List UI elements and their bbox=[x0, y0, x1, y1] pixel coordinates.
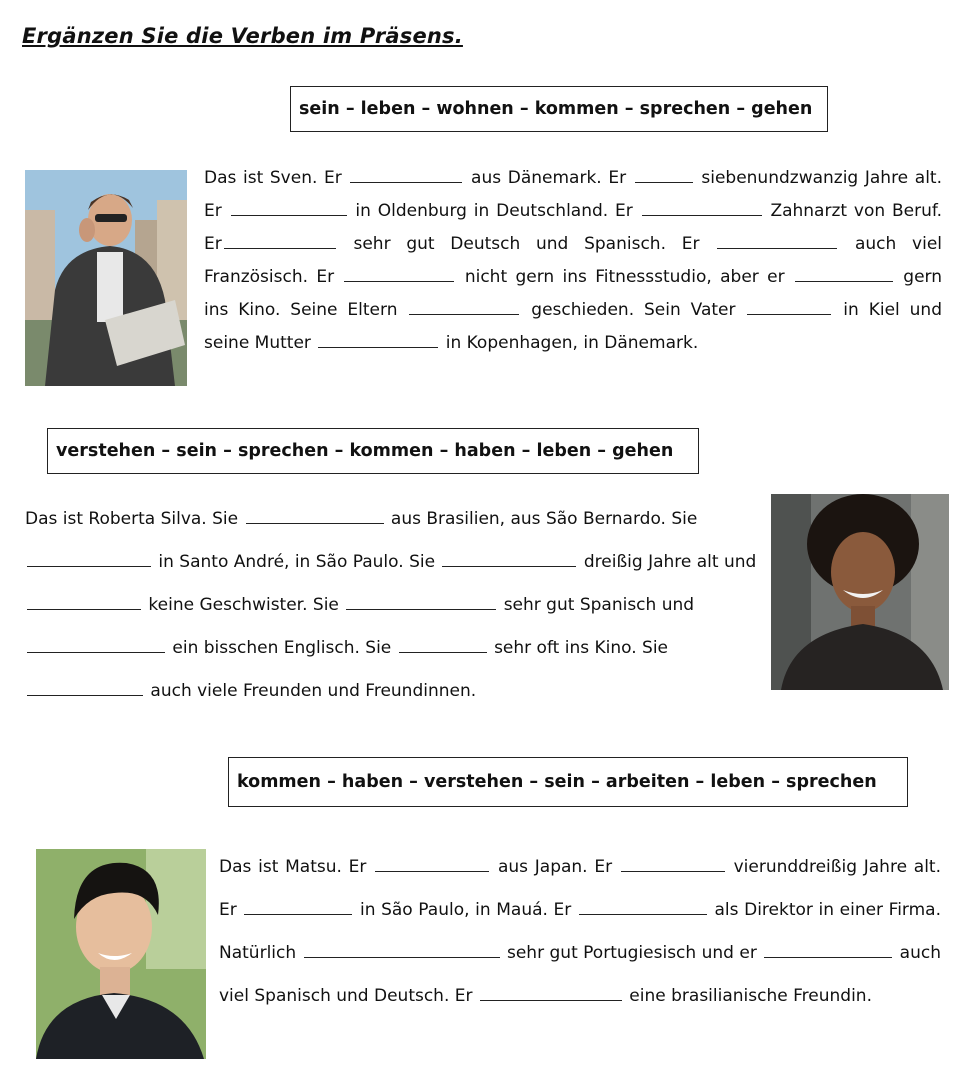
answer-blank[interactable] bbox=[642, 201, 762, 216]
answer-blank[interactable] bbox=[375, 857, 489, 872]
text-segment: Das ist Roberta Silva. Sie bbox=[25, 509, 244, 529]
answer-blank[interactable] bbox=[480, 986, 622, 1001]
text-segment: auch viel Spanisch und Deutsch. Er bbox=[219, 943, 941, 1006]
answer-blank[interactable] bbox=[409, 300, 519, 315]
answer-blank[interactable] bbox=[231, 201, 347, 216]
photo-matsu bbox=[36, 849, 206, 1059]
verb-box-3: kommen – haben – verstehen – sein – arbeiten – leben – sprechen bbox=[228, 757, 908, 807]
text-segment: in Santo André, in São Paulo. Sie bbox=[153, 552, 441, 572]
text-segment: Zahnarzt von Beruf. Er bbox=[204, 201, 943, 254]
answer-blank[interactable] bbox=[27, 638, 165, 653]
answer-blank[interactable] bbox=[747, 300, 831, 315]
text-segment: in Oldenburg in Deutschland. Er bbox=[348, 201, 640, 221]
text-segment: geschieden. Sein Vater bbox=[521, 300, 746, 320]
answer-blank[interactable] bbox=[399, 638, 487, 653]
exercise-text-3 bbox=[219, 846, 941, 1018]
answer-blank[interactable] bbox=[318, 333, 438, 348]
answer-blank[interactable] bbox=[304, 943, 500, 958]
answer-blank[interactable] bbox=[442, 552, 576, 567]
text-segment: Das ist Sven. Er bbox=[204, 168, 349, 188]
answer-blank[interactable] bbox=[344, 267, 454, 282]
text-segment: sehr gut Deutsch und Spanisch. Er bbox=[337, 234, 716, 254]
answer-blank[interactable] bbox=[346, 595, 496, 610]
text-segment: auch viele Freunden und Freundinnen. bbox=[145, 681, 477, 701]
text-segment: aus Japan. Er bbox=[491, 857, 619, 877]
answer-blank[interactable] bbox=[244, 900, 352, 915]
answer-blank[interactable] bbox=[224, 234, 336, 249]
text-segment: aus Dänemark. Er bbox=[464, 168, 633, 188]
text-segment: auch viel Französisch. Er bbox=[204, 234, 942, 287]
text-segment: in São Paulo, in Mauá. Er bbox=[354, 900, 577, 920]
answer-blank[interactable] bbox=[350, 168, 462, 183]
text-segment: nicht gern ins Fitnessstudio, aber er bbox=[456, 267, 793, 287]
exercise-text-2 bbox=[25, 498, 761, 713]
answer-blank[interactable] bbox=[621, 857, 725, 872]
text-segment: aus Brasilien, aus São Bernardo. Sie bbox=[385, 509, 698, 529]
text-segment: in Kopenhagen, in Dänemark. bbox=[440, 333, 699, 353]
text-segment: als Direktor in einer Firma. Natürlich bbox=[219, 900, 941, 963]
text-segment: gern ins Kino. Seine Eltern bbox=[204, 267, 943, 320]
worksheet-title: Ergänzen Sie die Verben im Präsens. bbox=[22, 24, 463, 48]
text-segment: dreißig Jahre alt und bbox=[578, 552, 757, 572]
answer-blank[interactable] bbox=[27, 552, 151, 567]
exercise-text-1 bbox=[204, 162, 942, 360]
answer-blank[interactable] bbox=[27, 595, 141, 610]
answer-blank[interactable] bbox=[764, 943, 892, 958]
answer-blank[interactable] bbox=[795, 267, 893, 282]
answer-blank[interactable] bbox=[635, 168, 693, 183]
text-segment: eine brasilianische Freundin. bbox=[623, 986, 872, 1006]
verb-box-2: verstehen – sein – sprechen – kommen – haben – leben – gehen bbox=[47, 428, 699, 474]
answer-blank[interactable] bbox=[246, 509, 384, 524]
text-segment: in Kiel und seine Mutter bbox=[204, 300, 942, 353]
text-segment: siebenundzwanzig Jahre alt. Er bbox=[204, 168, 942, 221]
text-segment: sehr oft ins Kino. Sie bbox=[488, 638, 669, 658]
photo-sven bbox=[25, 170, 187, 386]
text-segment: sehr gut Portugiesisch und er bbox=[501, 943, 763, 963]
answer-blank[interactable] bbox=[717, 234, 837, 249]
text-segment: ein bisschen Englisch. Sie bbox=[167, 638, 397, 658]
photo-roberta bbox=[771, 494, 949, 690]
text-segment: vierunddreißig Jahre alt. Er bbox=[219, 857, 942, 920]
answer-blank[interactable] bbox=[27, 681, 143, 696]
text-segment: sehr gut Spanisch und bbox=[498, 595, 695, 615]
text-segment: keine Geschwister. Sie bbox=[143, 595, 345, 615]
answer-blank[interactable] bbox=[579, 900, 707, 915]
text-segment: Das ist Matsu. Er bbox=[219, 857, 374, 877]
verb-box-1: sein – leben – wohnen – kommen – sprechen – gehen bbox=[290, 86, 828, 132]
